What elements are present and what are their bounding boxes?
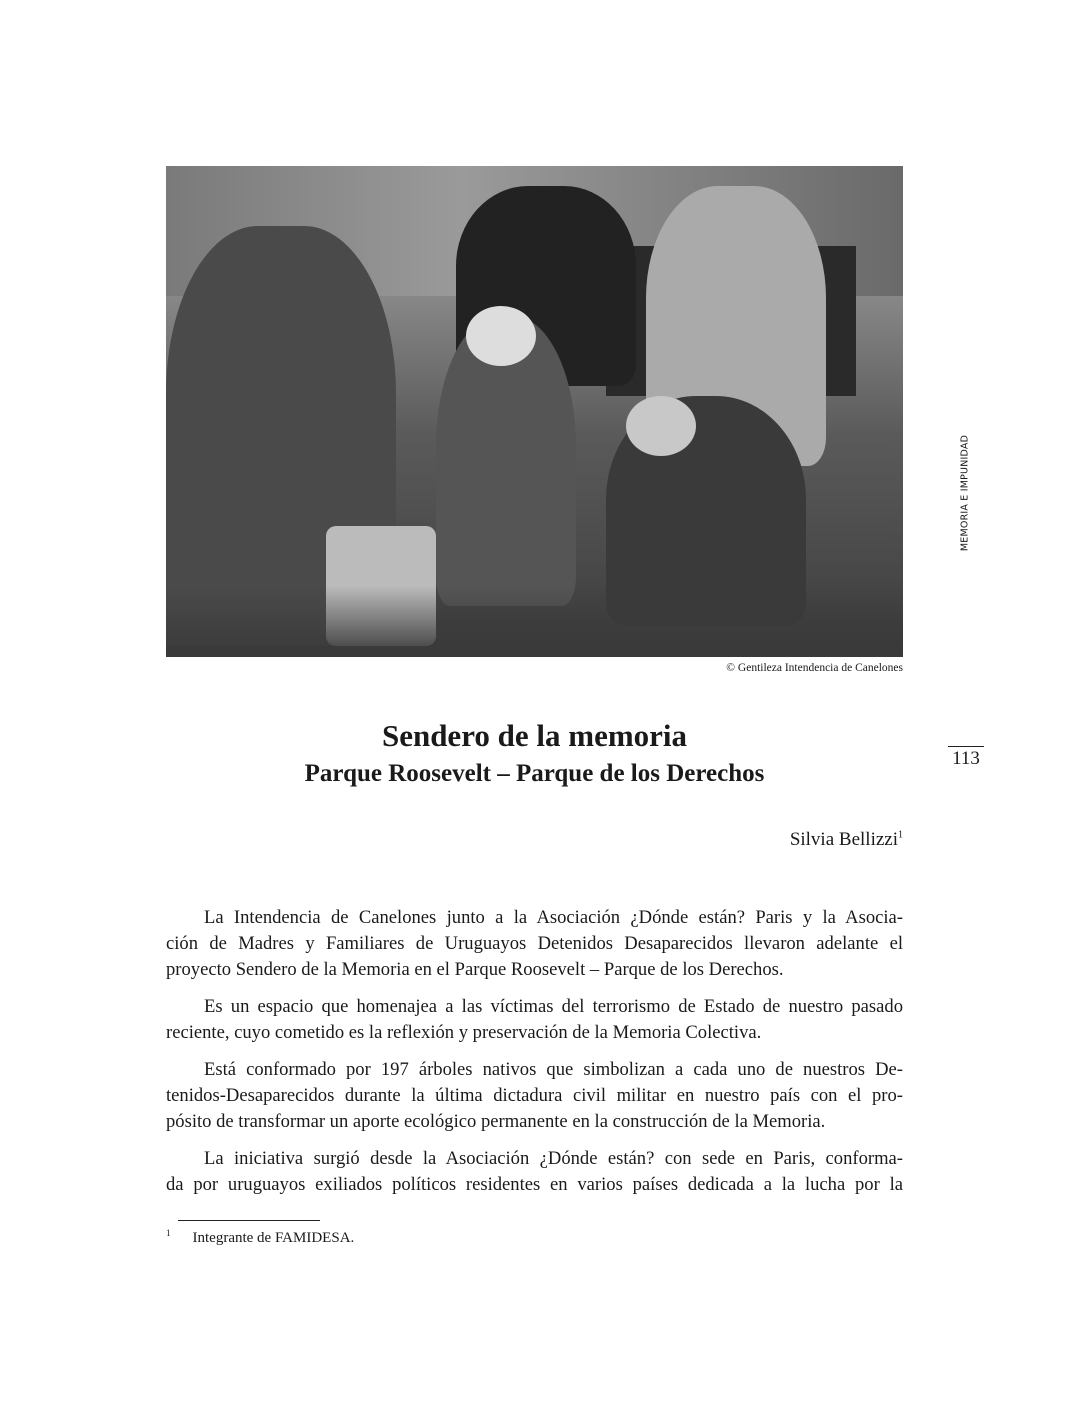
paragraph [166, 905, 903, 983]
text-line: reciente, cuyo cometido es la reflexión y preservación de la Memoria Colectiva. [166, 1022, 762, 1043]
footnote [166, 1228, 354, 1247]
text-line: tenidos-Desaparecidos durante la última dictadura civil militar en nuestro país con el pro- [166, 1085, 903, 1106]
text-line: La iniciativa surgió desde la Asociación ¿Dónde están? con sede en Paris, conforma- [204, 1148, 903, 1169]
page-number: 113 [948, 746, 984, 770]
running-head [958, 420, 972, 565]
footnote-divider [178, 1220, 320, 1221]
article-title: Sendero de la memoria [381, 718, 688, 753]
text-line: pósito de transformar un aporte ecológico permanente en la construcción de la Memoria. [166, 1111, 826, 1132]
body-text [166, 905, 903, 1209]
photo-caption: © Gentileza Intendencia de Canelones [726, 662, 903, 674]
paragraph [166, 1057, 903, 1135]
text-line: proyecto Sendero de la Memoria en el Parque Roosevelt – Parque de los Derechos. [166, 959, 784, 980]
author-name: Silvia Bellizzi [789, 829, 898, 850]
text-line: da por uruguayos exiliados políticos residentes en varios países dedicada a la lucha por la [166, 1174, 903, 1195]
footnote-ref[interactable]: 1 [898, 829, 903, 841]
paragraph [166, 1146, 903, 1198]
text-line: ción de Madres y Familiares de Uruguayos Detenidos Desaparecidos llevaron adelante el [166, 933, 903, 954]
author [790, 829, 903, 851]
text-line: La Intendencia de Canelones junto a la Asociación ¿Dónde están? Paris y la Asocia- [204, 907, 903, 928]
text-line: Es un espacio que homenajea a las víctimas del terrorismo de Estado de nuestro pasado [204, 996, 903, 1017]
footnote-number: 1 [166, 1228, 171, 1238]
running-head-text: MEMORIA E IMPUNIDAD [959, 434, 971, 551]
article-subtitle: Parque Roosevelt – Parque de los Derechos [304, 760, 765, 787]
footnote-text: Integrante de FAMIDESA. [192, 1230, 355, 1246]
photo-tree-planting [166, 166, 903, 657]
text-line: Está conformado por 197 árboles nativos que simbolizan a cada uno de nuestros De- [204, 1059, 903, 1080]
paragraph [166, 994, 903, 1046]
